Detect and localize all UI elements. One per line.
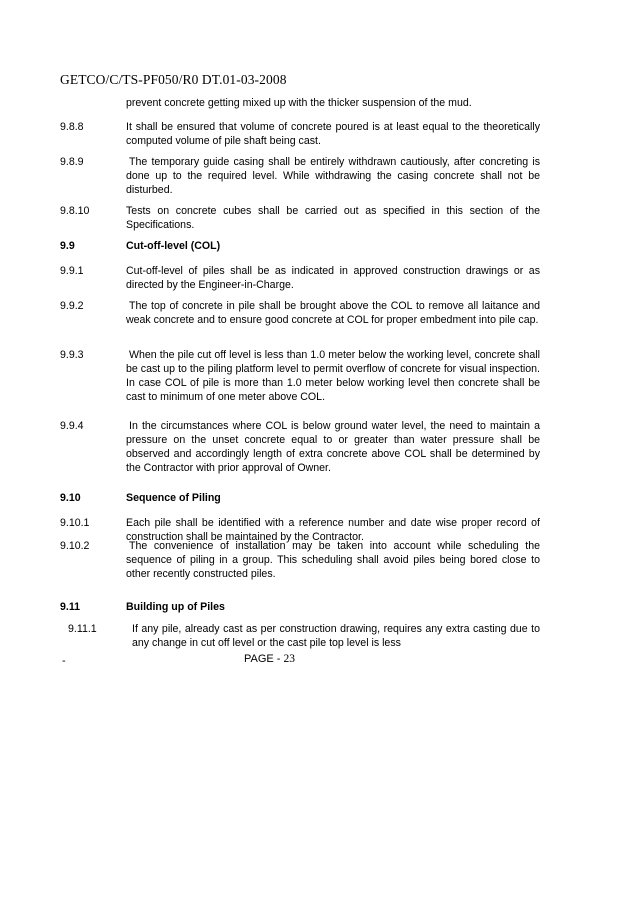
- footer-dash: -: [62, 655, 66, 667]
- section-title: Sequence of Piling: [126, 492, 221, 504]
- section-title: Building up of Piles: [126, 601, 225, 613]
- document-id-header: GETCO/C/TS-PF050/R0 DT.01-03-2008: [60, 72, 287, 87]
- clause-text: Tests on concrete cubes shall be carried out as specified in this section of the Specifications.: [126, 205, 540, 231]
- clause-text: It shall be ensured that volume of concrete poured is at least equal to the theoretically computed volume of pile shaft being cast.: [126, 121, 540, 147]
- page-number-footer: [244, 653, 295, 665]
- clause-text: When the pile cut off level is less than 1.0 meter below the working level, concrete shall be cast up to the piling platform level to permit overflow of concrete for visual inspection. In case COL of pile is more than 1.0 meter below working level then concrete shall be cast to minimum of one meter above COL.: [126, 349, 540, 403]
- paragraph-text: prevent concrete getting mixed up with the thicker suspension of the mud.: [126, 97, 472, 109]
- section-title: Cut-off-level (COL): [126, 240, 221, 252]
- clause-number: 9.9.2: [60, 300, 84, 312]
- clause-text: If any pile, already cast as per construction drawing, requires any extra casting due to any change in cut off level or the cast pile top level is less: [132, 623, 540, 649]
- clause-number: 9.9.4: [60, 420, 84, 432]
- clause-number: 9.10.1: [60, 517, 90, 529]
- page-label: PAGE -: [244, 653, 284, 665]
- clause-number: 9.11.1: [68, 623, 97, 635]
- clause-text: In the circumstances where COL is below ground water level, the need to maintain a pressure on the unset concrete equal to or greater than water pressure shall be observed and accordingly length of extra concrete above COL shall be determined by the Contractor with prior approval of Owner.: [126, 420, 540, 474]
- clause-text: The convenience of installation may be taken into account while scheduling the sequence of piling in a group. This scheduling shall avoid piles being bored close to other recently constructed piles.: [126, 540, 540, 580]
- clause-number: 9.8.8: [60, 121, 84, 133]
- clause-number: 9.10.2: [60, 540, 90, 552]
- page-number: 23: [283, 653, 296, 665]
- clause-text: The temporary guide casing shall be entirely withdrawn cautiously, after concreting is done up to the required level. While withdrawing the casing concrete shall not be disturbed.: [126, 156, 540, 196]
- clause-text: Each pile shall be identified with a reference number and date wise proper record of construction shall be maintained by the Contractor.: [126, 517, 540, 543]
- clause-text: Cut-off-level of piles shall be as indicated in approved construction drawings or as directed by the Engineer-in-Charge.: [126, 265, 540, 291]
- section-number: 9.11: [60, 601, 81, 613]
- clause-number: 9.8.10: [60, 205, 90, 217]
- clause-text: The top of concrete in pile shall be brought above the COL to remove all laitance and weak concrete and to ensure good concrete at COL for proper embedment into pile cap.: [126, 300, 540, 326]
- clause-number: 9.9.1: [60, 265, 84, 277]
- clause-number: 9.8.9: [60, 156, 84, 168]
- section-number: 9.10: [60, 492, 81, 504]
- section-number: 9.9: [60, 240, 75, 252]
- clause-number: 9.9.3: [60, 349, 84, 361]
